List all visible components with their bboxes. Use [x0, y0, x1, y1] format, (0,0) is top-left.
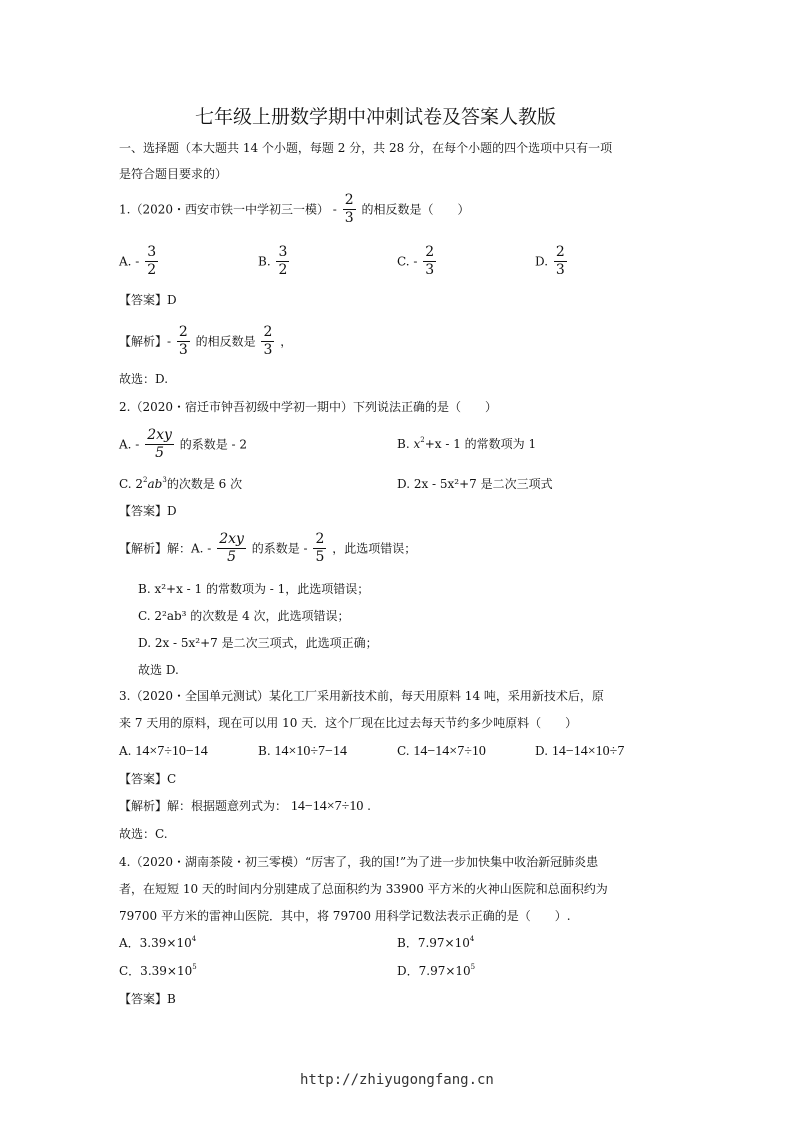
q2-option-c-text: 的次数是 6 次: [166, 477, 243, 491]
question-1-stem: [119, 193, 469, 227]
q4-option-c: [119, 965, 197, 977]
q1-option-a-fraction: [145, 245, 158, 279]
q4-option-b-exp: 4: [469, 935, 475, 943]
q3-conclusion: 故选：C.: [119, 827, 168, 841]
q2-option-b-exp: 2: [420, 436, 425, 444]
q4-option-a: [119, 937, 196, 949]
q1-analysis-mid: 的相反数是: [195, 334, 256, 349]
q3-option-d-expr: 14−14×10÷7: [551, 744, 625, 759]
q4-option-d-label: D．7.97×10: [397, 964, 471, 978]
q1-option-b-num: 3: [276, 245, 289, 262]
q2-option-a-label: A. -: [119, 437, 140, 452]
q1-option-b-label: B.: [258, 254, 271, 269]
q1-option-d-num: 2: [554, 245, 567, 262]
q1-analysis-frac1-num: 2: [177, 325, 190, 342]
q1-analysis-frac1-den: 3: [178, 342, 188, 359]
q3-analysis: [119, 800, 371, 814]
q1-option-d: [535, 245, 569, 279]
q2-analysis: [119, 532, 416, 566]
q3-option-b-expr: 14×10÷7−14: [274, 744, 347, 759]
q1-option-a-label: A. -: [119, 254, 140, 269]
q3-option-d-label: D.: [535, 744, 549, 758]
q2-analysis-frac1-den: 5: [227, 549, 236, 566]
question-4-stem-line1: 4.（2020・湖南茶陵・初三零模）“厉害了，我的国!”为了进一步加快集中收治新冠肺炎患: [119, 855, 599, 869]
q3-option-c: [397, 745, 486, 759]
q2-option-b-label: B.: [397, 437, 410, 451]
q3-option-a-expr: 14×7÷10−14: [135, 744, 208, 759]
q1-option-c-num: 2: [423, 245, 436, 262]
q2-option-a-num: 2xy: [145, 428, 174, 445]
section-instructions-line2: 是符合题目要求的）: [119, 167, 228, 181]
q2-analysis-frac1: [217, 532, 246, 566]
q2-analysis-line-d: D. 2x - 5x²+7 是二次三项式，此选项正确；: [138, 636, 378, 650]
q1-frac-den: 3: [344, 210, 354, 227]
q3-option-b-label: B.: [258, 744, 271, 758]
q2-option-a: [119, 428, 247, 462]
question-3-stem-line1: 3.（2020・全国单元测试）某化工厂采用新技术前，每天用原料 14 吨，采用新技术后，原: [119, 689, 604, 703]
footer-url[interactable]: http://zhiyugongfang.cn: [300, 1072, 494, 1088]
q1-analysis-frac2-num: 2: [261, 325, 274, 342]
q2-option-c-exp2: 3: [162, 476, 167, 484]
q1-analysis-frac1: [177, 325, 190, 359]
q1-conclusion: 故选：D.: [119, 372, 169, 386]
q4-option-d: [397, 965, 475, 977]
q1-option-d-label: D.: [535, 254, 549, 269]
q2-option-b: [397, 438, 536, 450]
q3-option-d: [535, 745, 624, 759]
q4-option-a-exp: 4: [191, 935, 197, 943]
q1-option-c-fraction: [423, 245, 436, 279]
q4-option-b-label: B．7.97×10: [397, 936, 470, 950]
q3-answer: 【答案】C: [119, 772, 177, 786]
q2-analysis-frac2: [313, 532, 326, 566]
q4-option-c-label: C．3.39×10: [119, 964, 193, 978]
q3-option-c-label: C.: [397, 744, 410, 758]
q2-option-b-var: x: [413, 437, 421, 451]
q2-analysis-line-c: C. 2²ab³ 的次数是 4 次，此选项错误；: [138, 609, 350, 623]
question-4-stem-line3: 79700 平方米的雷神山医院．其中，将 79700 用科学记数法表示正确的是（ ）.: [119, 909, 571, 923]
q1-option-b-fraction: [276, 245, 289, 279]
q2-conclusion: 故选 D.: [138, 663, 179, 677]
q1-option-a-den: 2: [147, 262, 157, 279]
q3-option-c-expr: 14−14×7÷10: [413, 744, 486, 759]
q2-option-b-text: +x - 1 的常数项为 1: [424, 437, 537, 451]
q1-option-c-den: 3: [425, 262, 435, 279]
q3-option-b: [258, 745, 347, 759]
q4-option-d-exp: 5: [470, 963, 476, 971]
page-title: 七年级上册数学期中冲刺试卷及答案人教版: [195, 106, 557, 128]
q1-option-a: [119, 245, 160, 279]
q2-analysis-frac1-num: 2xy: [217, 532, 246, 549]
q1-option-c: [397, 245, 438, 279]
q1-option-c-label: C. -: [397, 254, 418, 269]
q1-analysis: [119, 325, 292, 359]
q3-analysis-expr: 14−14×7÷10: [290, 799, 364, 814]
q2-analysis-frac2-den: 5: [315, 549, 325, 566]
q1-option-d-den: 3: [555, 262, 565, 279]
q1-answer: 【答案】D: [119, 293, 177, 307]
q4-option-c-exp: 5: [192, 963, 197, 971]
section-instructions-line1: 一、选择题（本大题共 14 个小题，每题 2 分，共 28 分，在每个小题的四个选项中只有一项: [119, 141, 613, 155]
q2-option-a-fraction: [145, 428, 174, 462]
q2-option-a-text: 的系数是 - 2: [179, 437, 248, 452]
q1-frac-num: 2: [343, 193, 356, 210]
q1-prefix: 1.（2020・西安市铁一中学初三一模） -: [119, 202, 337, 217]
q3-analysis-end: .: [367, 799, 371, 813]
question-2-stem: 2.（2020・宿迁市钟吾初级中学初一期中）下列说法正确的是（ ）: [119, 400, 497, 414]
q1-analysis-frac2-den: 3: [263, 342, 273, 359]
q2-answer: 【答案】D: [119, 504, 177, 518]
q3-option-a-label: A.: [119, 744, 132, 758]
q2-option-d: D. 2x - 5x²+7 是二次三项式: [397, 477, 553, 491]
q1-analysis-frac2: [261, 325, 274, 359]
q1-fraction: [343, 193, 356, 227]
q2-option-a-den: 5: [155, 445, 164, 462]
q1-option-b: [258, 245, 291, 279]
q2-option-c-exp1: 2: [143, 476, 148, 484]
q3-analysis-label: 【解析】解：根据题意列式为：: [119, 799, 288, 813]
q2-analysis-mid: 的系数是 -: [251, 541, 308, 556]
q1-suffix: 的相反数是（ ）: [361, 202, 470, 217]
q2-analysis-line-b: B. x²+x - 1 的常数项为 - 1，此选项错误；: [138, 582, 370, 596]
q1-option-d-fraction: [554, 245, 567, 279]
question-4-stem-line2: 者，在短短 10 天的时间内分别建成了总面积约为 33900 平方米的火神山医院和总面积约为: [119, 882, 608, 896]
question-3-stem-line2: 来 7 天用的原料，现在可以用 10 天．这个厂现在比过去每天节约多少吨原料（ ）: [119, 716, 578, 730]
q2-analysis-label: 【解析】解：A. -: [119, 541, 212, 556]
q4-option-b: [397, 937, 474, 949]
q4-answer: 【答案】B: [119, 992, 176, 1006]
q2-analysis-text: ，此选项错误；: [332, 541, 417, 556]
q1-option-b-den: 2: [278, 262, 288, 279]
q1-analysis-end: ，: [280, 334, 293, 349]
q2-option-c: [119, 478, 242, 490]
q3-option-a: [119, 745, 208, 759]
q2-option-c-label: C. 2: [119, 477, 144, 491]
q4-option-a-label: A．3.39×10: [119, 936, 192, 950]
q2-option-c-var: ab: [147, 477, 163, 491]
q2-analysis-frac2-num: 2: [313, 532, 326, 549]
q1-option-a-num: 3: [145, 245, 158, 262]
q1-analysis-label: 【解析】-: [119, 334, 172, 349]
